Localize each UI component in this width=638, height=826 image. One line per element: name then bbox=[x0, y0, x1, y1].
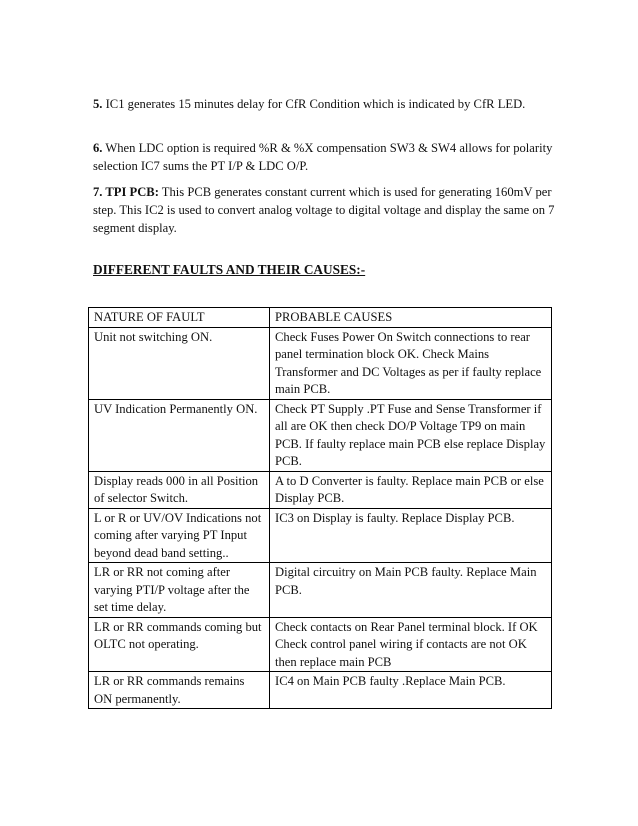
paragraph-item-6 bbox=[93, 139, 563, 175]
faults-table bbox=[88, 307, 552, 709]
cause-cell: IC3 on Display is faulty. Replace Display PCB. bbox=[270, 508, 552, 563]
fault-cell: LR or RR commands coming but OLTC not operating. bbox=[89, 617, 270, 672]
paragraph-text: This PCB generates constant current which is used for generating 160mV per step. This IC2 is used to convert analog voltage to digital voltage and display the same on 7 segment display. bbox=[93, 185, 555, 235]
paragraph-item-7 bbox=[93, 183, 563, 237]
cause-cell: Digital circuitry on Main PCB faulty. Replace Main PCB. bbox=[270, 563, 552, 618]
table-row bbox=[89, 617, 552, 672]
paragraph-text: IC1 generates 15 minutes delay for CfR Condition which is indicated by CfR LED. bbox=[102, 97, 526, 111]
cause-cell: Check Fuses Power On Switch connections to rear panel termination block OK. Check Mains Transformer and DC Voltages as per if faulty replace main PCB. bbox=[270, 327, 552, 399]
header-probable-causes: PROBABLE CAUSES bbox=[270, 308, 552, 328]
fault-cell: LR or RR commands remains ON permanently. bbox=[89, 672, 270, 709]
cause-cell: Check PT Supply .PT Fuse and Sense Transformer if all are OK then check DO/P Voltage TP9 on main PCB. If faulty replace main PCB else replace Display PCB. bbox=[270, 399, 552, 471]
table-row bbox=[89, 471, 552, 508]
header-nature-of-fault: NATURE OF FAULT bbox=[89, 308, 270, 328]
table-row bbox=[89, 327, 552, 399]
table-row bbox=[89, 399, 552, 471]
paragraph-number: 5. bbox=[93, 97, 103, 111]
table-row bbox=[89, 672, 552, 709]
cause-cell: IC4 on Main PCB faulty .Replace Main PCB. bbox=[270, 672, 552, 709]
cause-cell: Check contacts on Rear Panel terminal block. If OK Check control panel wiring if contacts are not OK then replace main PCB bbox=[270, 617, 552, 672]
table-row bbox=[89, 508, 552, 563]
fault-cell: L or R or UV/OV Indications not coming after varying PT Input beyond dead band setting.. bbox=[89, 508, 270, 563]
paragraph-item-5 bbox=[93, 95, 563, 113]
section-heading: DIFFERENT FAULTS AND THEIR CAUSES:- bbox=[93, 262, 366, 277]
paragraph-number: 7. TPI PCB: bbox=[93, 185, 159, 199]
paragraph-number: 6. bbox=[93, 141, 103, 155]
table-row bbox=[89, 563, 552, 618]
cause-cell: A to D Converter is faulty. Replace main PCB or else Display PCB. bbox=[270, 471, 552, 508]
fault-cell: Display reads 000 in all Position of selector Switch. bbox=[89, 471, 270, 508]
paragraph-text: When LDC option is required %R & %X compensation SW3 & SW4 allows for polarity selection IC7 sums the PT I/P & LDC O/P. bbox=[93, 141, 553, 173]
fault-cell: Unit not switching ON. bbox=[89, 327, 270, 399]
table-header-row bbox=[89, 308, 552, 328]
fault-cell: UV Indication Permanently ON. bbox=[89, 399, 270, 471]
fault-cell: LR or RR not coming after varying PTI/P voltage after the set time delay. bbox=[89, 563, 270, 618]
